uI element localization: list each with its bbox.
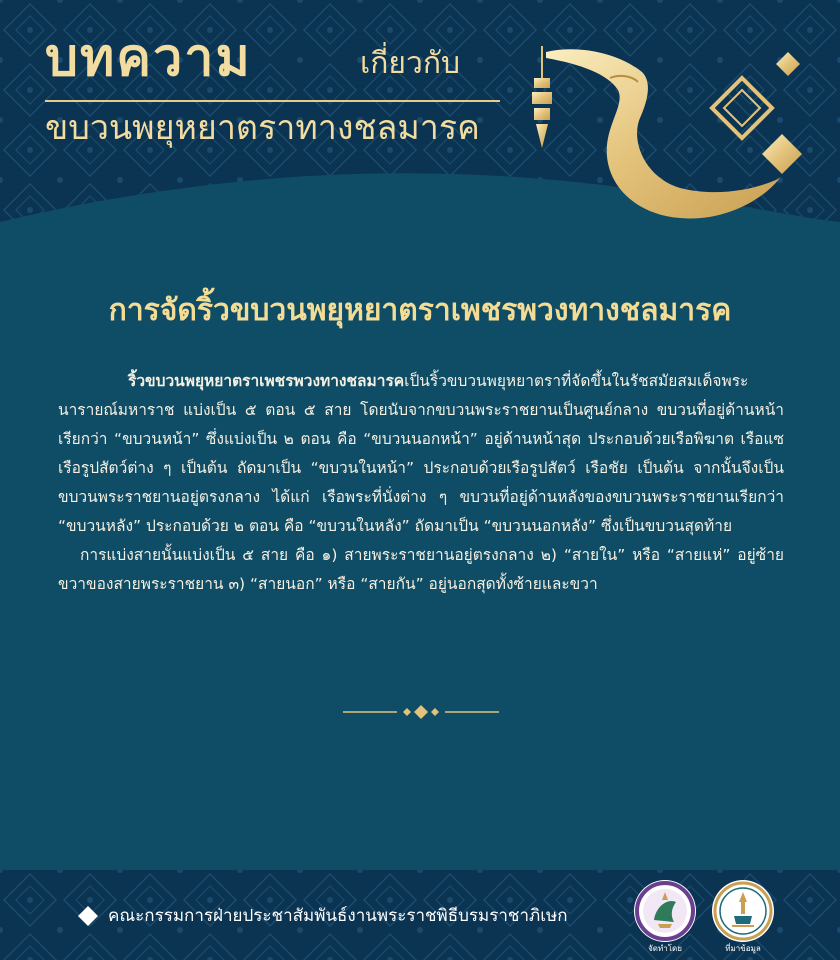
source-logo <box>712 880 774 942</box>
organizer-logo-caption: จัดทำโดย <box>648 944 682 953</box>
paragraph-1-text: เป็นริ้วขบวนพยุหยาตราที่จัดขึ้นในรัชสมัยสมเด็จพระนารายณ์มหาราช แบ่งเป็น ๕ ตอน ๕ สาย โดยนับจากขบวนพระราชยานเป็นศูนย์กลาง ขบวนที่อยู่ด้านหน้าเรียกว่า “ขบวนหน้า” ซึ่งแบ่งเป็น ๒ ตอน คือ “ขบวนนอกหน้า” อยู่ด้านหน้าสุด ประกอบด้วยเรือพิฆาต เรือแซ เรือรูปสัตว์ต่าง ๆ เป็นต้น ถัดมาเป็น “ขบวนในหน้า” ประกอบด้วยเรือรูปสัตว์ เรือชัย เป็นต้น จากนั้นจึงเป็นขบวนพระราชยานอยู่ตรงกลาง ได้แก่ เรือพระที่นั่งต่าง ๆ ขบวนที่อยู่ด้านหลังของขบวนพระราชยานเรียกว่า “ขบวนหลัง” ประกอบด้วย ๒ ตอน คือ “ขบวนในหลัง” ถัดมาเป็น “ขบวนนอกหลัง” ซึ่งเป็นขบวนสุดท้าย <box>58 372 784 535</box>
source-logo-caption: ที่มาข้อมูล <box>725 944 761 953</box>
ornament-divider-icon <box>343 705 499 719</box>
article-paragraph-2: การแบ่งสายนั้นแบ่งเป็น ๕ สาย คือ ๑) สายพระราชยานอยู่ตรงกลาง ๒) “สายใน” หรือ “สายแห่” อยู่ซ้ายขวาของสายพระราชยาน ๓) “สายนอก” หรือ “สายกัน” อยู่นอกสุดทั้งซ้ายและขวา <box>58 546 784 593</box>
title-subtitle: ขบวนพยุหยาตราทางชลมารค <box>45 108 480 148</box>
paragraph-1-lead: ริ้วขบวนพยุหยาตราเพชรพวงทางชลมารค <box>128 372 405 390</box>
header-banner <box>0 0 840 235</box>
title-main: บทความ <box>45 28 252 88</box>
golden-swan-boat-prow-icon <box>520 38 820 235</box>
title-underline <box>45 100 500 102</box>
footer-organization: คณะกรรมการฝ่ายประชาสัมพันธ์งานพระราชพิธีบรมราชาภิเษก <box>108 906 568 926</box>
diamond-icon <box>78 906 98 926</box>
article-body <box>58 367 784 599</box>
article-heading: การจัดริ้วขบวนพยุหยาตราเพชรพวงทางชลมารค <box>108 293 732 328</box>
footer-bar <box>0 870 840 960</box>
title-about: เกี่ยวกับ <box>360 46 461 81</box>
organizer-logo <box>634 880 696 942</box>
article-paragraph-1 <box>58 367 784 541</box>
article-content <box>0 235 840 870</box>
